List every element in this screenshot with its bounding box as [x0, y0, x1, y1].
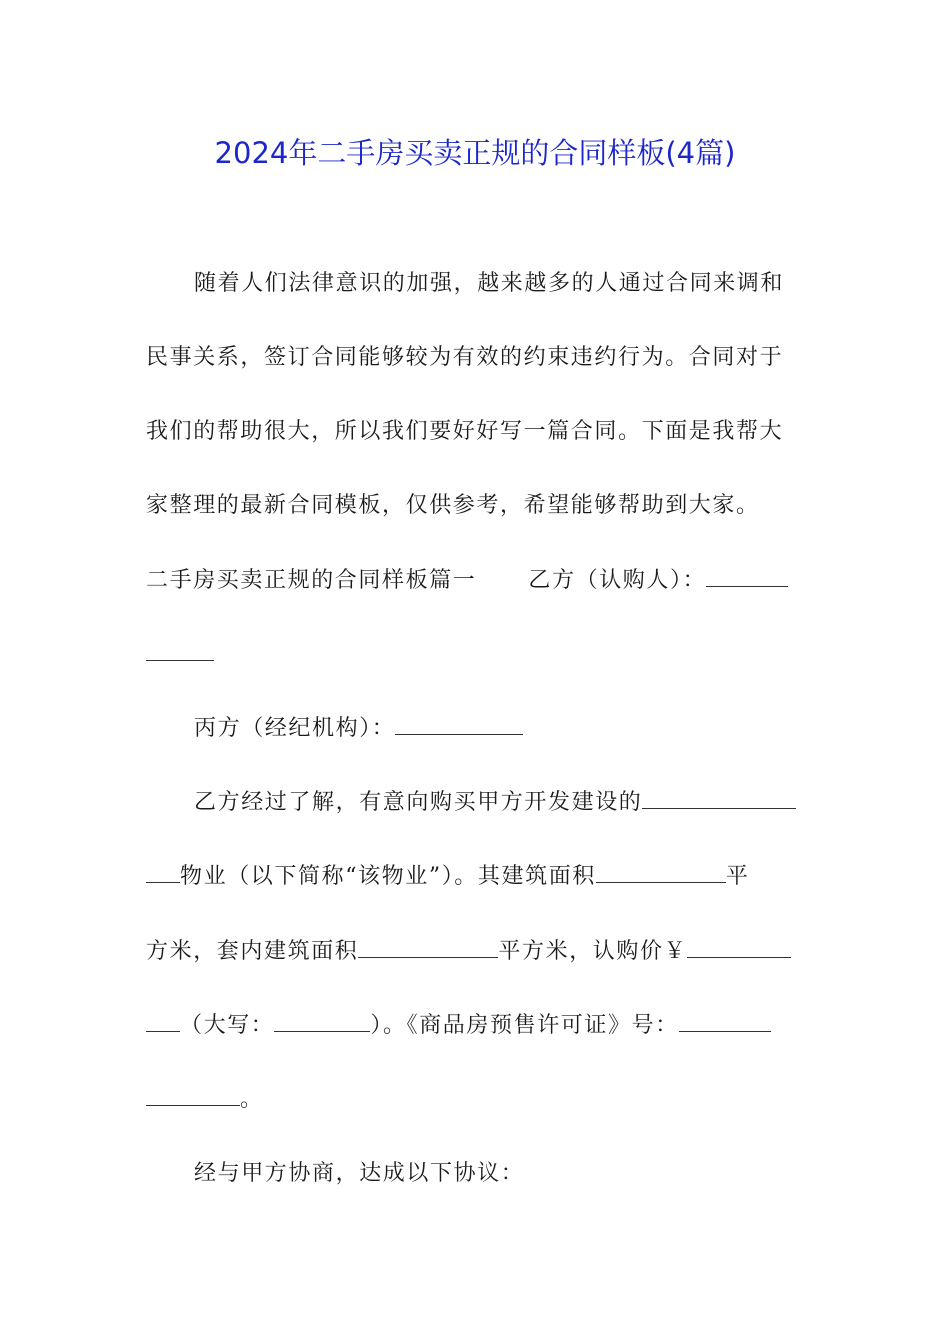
- party-b-blank-continued: [146, 637, 816, 673]
- clause-1-line-3: [146, 934, 816, 970]
- intro-line-2: 民事关系，签订合同能够较为有效的约束违约行为。合同对于: [146, 345, 784, 370]
- clause-1-text-a: 乙方经过了解，有意向购买甲方开发建设的: [194, 790, 643, 815]
- clause-1-line-5: [146, 1082, 816, 1118]
- party-b-blank: [706, 564, 788, 587]
- intro-line-3: 我们的帮助很大，所以我们要好好写一篇合同。下面是我帮大: [146, 419, 784, 444]
- property-name-blank: [642, 786, 796, 809]
- price-blank: [687, 935, 791, 958]
- party-c-blank: [395, 712, 523, 735]
- clause-1-text-d-b: ）。《商品房预售许可证》号：: [370, 1013, 679, 1038]
- intro-line-1: 随着人们法律意识的加强，越来越多的人通过合同来调和: [194, 271, 785, 296]
- clause-1-text-d-a: （大写：: [180, 1013, 275, 1038]
- building-area-blank: [596, 860, 726, 883]
- clause-1-line-2: [146, 859, 816, 895]
- clause-1-line-1: [194, 785, 814, 821]
- clause-1-text-b: 物业（以下简称“该物业”）。其建筑面积: [180, 864, 596, 889]
- party-c-line: [194, 711, 814, 747]
- permit-number-blank-2: [146, 1083, 240, 1106]
- party-c-label: 丙方（经纪机构）：: [194, 716, 396, 741]
- section-heading: 二手房买卖正规的合同样板篇一: [146, 568, 477, 593]
- agreement-line: 经与甲方协商，达成以下协议：: [194, 1161, 525, 1186]
- permit-number-blank: [679, 1009, 771, 1032]
- section-heading-line: [146, 563, 816, 599]
- clause-1-text-e-end: 。: [240, 1087, 264, 1112]
- party-b-label: 乙方（认购人）：: [528, 568, 707, 593]
- clause-1-text-c-a: 方米，套内建筑面积: [146, 939, 359, 964]
- price-uppercase-blank: [274, 1009, 370, 1032]
- property-name-blank-2: [146, 860, 180, 883]
- intro-line-4: 家整理的最新合同模板，仅供参考，希望能够帮助到大家。: [146, 493, 760, 518]
- document-title: 2024年二手房买卖正规的合同样板(4篇): [214, 136, 736, 170]
- clause-1-line-4: [146, 1008, 816, 1044]
- inner-area-blank: [358, 935, 498, 958]
- price-blank-2: [146, 1009, 180, 1032]
- clause-1-text-b-end: 平: [725, 864, 750, 889]
- clause-1-text-c-b: 平方米，认购价￥: [498, 939, 688, 964]
- party-b-blank-2: [146, 638, 214, 661]
